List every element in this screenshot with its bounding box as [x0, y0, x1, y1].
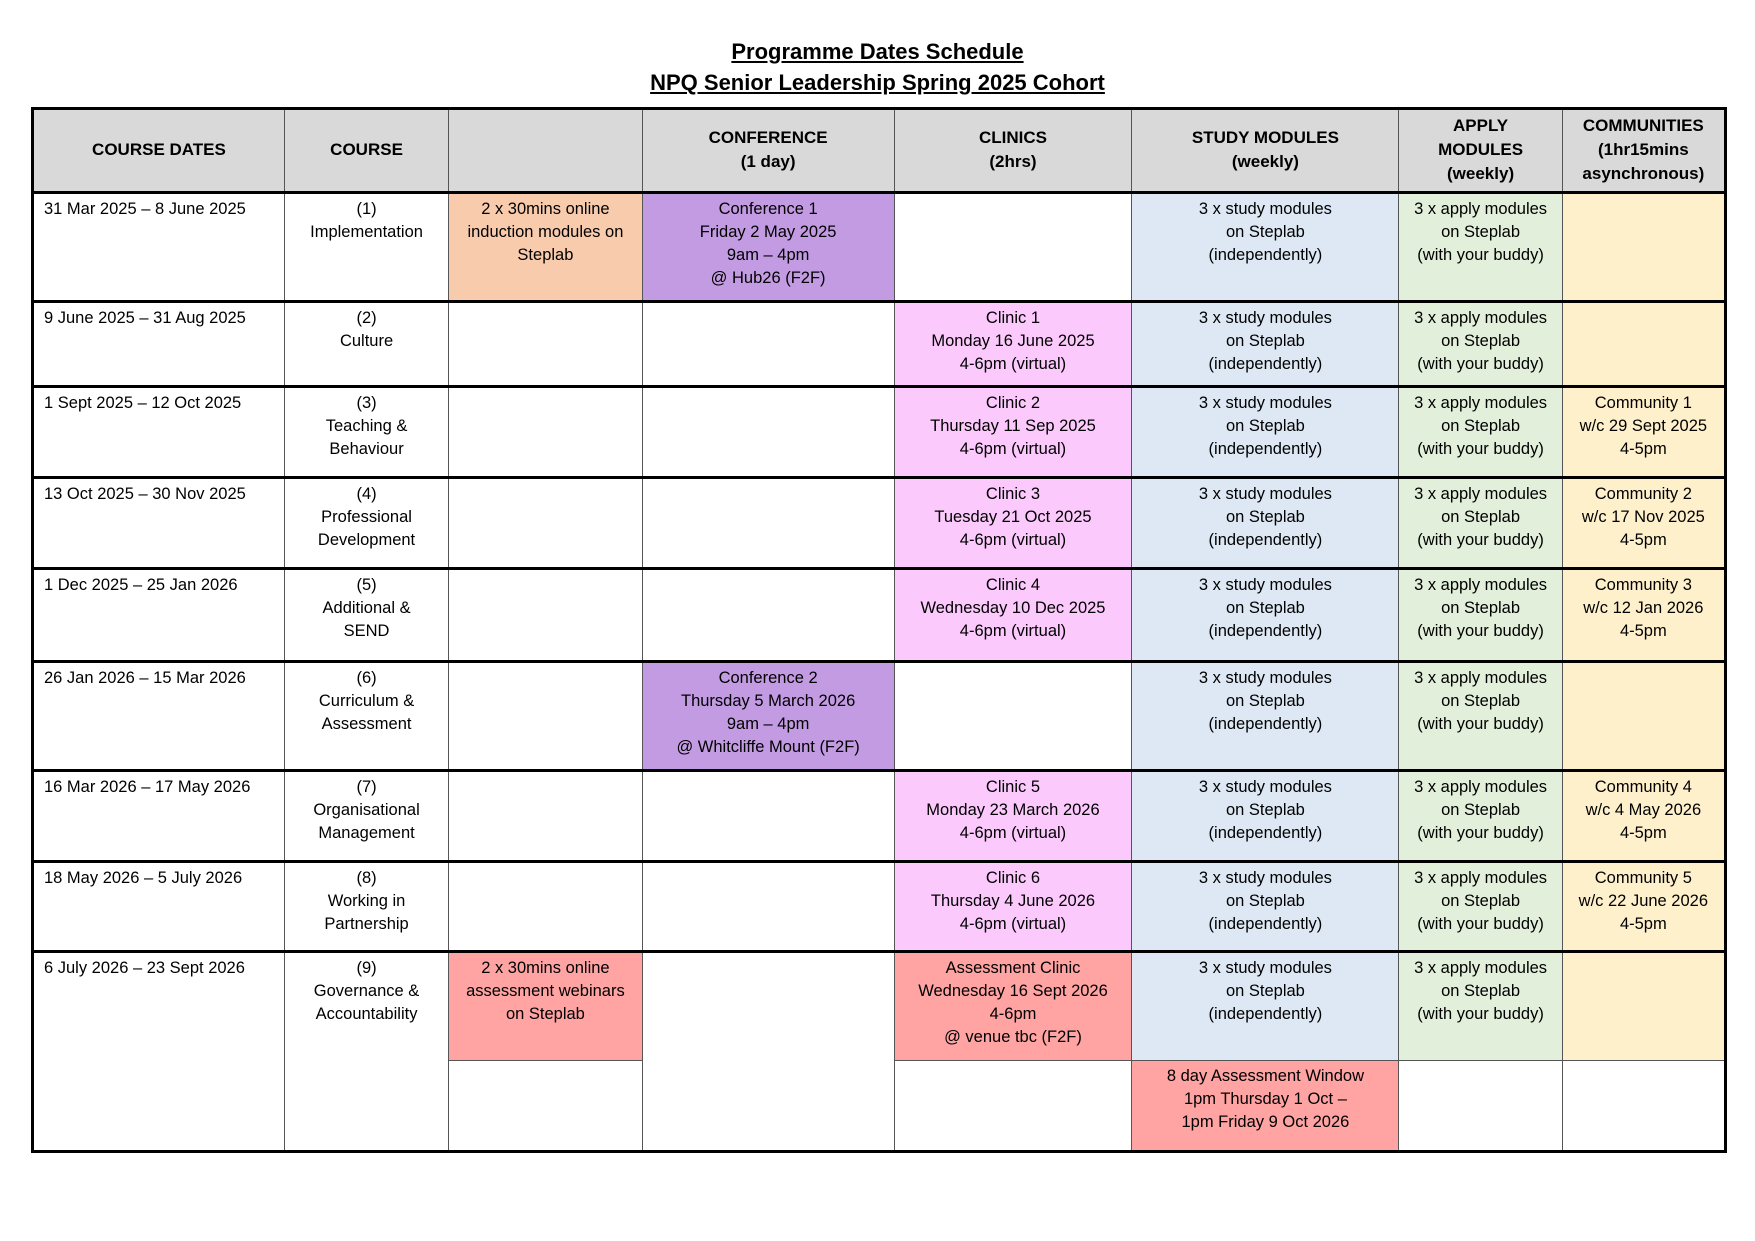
conference-cell — [642, 302, 894, 387]
cell-line: 3 x apply modules — [1414, 309, 1548, 328]
header-clinics-line: CLINICS — [978, 128, 1047, 148]
course-cell — [284, 386, 448, 477]
cell-line: Community 5 — [1594, 869, 1692, 888]
cell-line: Working in — [327, 892, 406, 911]
cell-line: 3 x apply modules — [1414, 778, 1548, 797]
header-apply-modules — [1399, 109, 1562, 193]
clinic-cell — [894, 569, 1132, 661]
schedule-row — [33, 661, 1726, 770]
cell-line: on Steplab — [1441, 801, 1521, 820]
cell-line: on Steplab — [1441, 691, 1521, 710]
study-modules-cell — [1132, 661, 1399, 770]
cell-line: Conference 1 — [718, 199, 818, 218]
cell-line: 1pm Friday 9 Oct 2026 — [1181, 1112, 1350, 1131]
study-modules-cell — [1132, 569, 1399, 661]
cell-line: Organisational — [313, 801, 420, 820]
cell-line: 3 x study modules — [1198, 309, 1332, 328]
cell-line: w/c 4 May 2026 — [1585, 801, 1702, 820]
cell-line: (1) — [356, 199, 377, 218]
schedule-table — [31, 107, 1727, 1153]
cell-line: Thursday 11 Sep 2025 — [930, 416, 1096, 435]
cell-line: Additional & — [322, 599, 411, 618]
study-modules-cell — [1132, 862, 1399, 952]
induction-cell — [449, 862, 642, 952]
cell-line: (with your buddy) — [1417, 824, 1544, 843]
cell-line: Implementation — [310, 222, 423, 241]
community-cell — [1562, 478, 1725, 569]
cell-line: 4-6pm (virtual) — [959, 824, 1067, 843]
induction-cell — [449, 192, 642, 301]
cell-line: Wednesday 16 Sept 2026 — [918, 982, 1108, 1001]
community-cell — [1562, 661, 1725, 770]
schedule-body — [33, 109, 1726, 1152]
header-communities-line: asynchronous) — [1582, 164, 1705, 184]
conference-cell — [642, 386, 894, 477]
clinic-cell — [894, 862, 1132, 952]
cell-line: on Steplab — [1441, 416, 1521, 435]
cell-line: (6) — [356, 668, 377, 687]
conference-cell — [642, 771, 894, 862]
cell-line: (with your buddy) — [1417, 355, 1544, 374]
cell-line: (2) — [356, 309, 377, 328]
cell-line: (3) — [356, 393, 377, 412]
cell-line: on Steplab — [1225, 691, 1305, 710]
cell-line: 3 x apply modules — [1414, 959, 1548, 978]
cell-line: 4-6pm (virtual) — [959, 439, 1067, 458]
cell-line: assessment webinars — [466, 982, 625, 1001]
induction-cell — [449, 661, 642, 770]
cell-line: on Steplab — [1225, 222, 1305, 241]
course-cell — [284, 569, 448, 661]
cell-line: (8) — [356, 869, 377, 888]
community-cell — [1562, 386, 1725, 477]
cell-line: 3 x study modules — [1198, 778, 1332, 797]
header-apply-line: APPLY — [1453, 116, 1509, 136]
cell-line: 4-5pm — [1619, 531, 1667, 550]
cell-line: on Steplab — [505, 1005, 585, 1024]
cell-line: w/c 29 Sept 2025 — [1579, 416, 1708, 435]
header-apply-line: (weekly) — [1447, 164, 1515, 184]
cell-line: induction modules on — [467, 222, 624, 241]
study-modules-cell — [1132, 478, 1399, 569]
cell-line: Assessment — [321, 714, 412, 733]
course-dates-cell: 16 Mar 2026 – 17 May 2026 — [33, 771, 285, 862]
cell-line: 4-6pm — [989, 1005, 1037, 1024]
course-cell — [284, 862, 448, 952]
cell-line: Clinic 4 — [985, 576, 1041, 595]
cell-line: Friday 2 May 2025 — [699, 222, 837, 241]
assessment-clinic-cell — [894, 952, 1132, 1060]
cell-line: (with your buddy) — [1417, 622, 1544, 641]
cell-line: 4-5pm — [1619, 915, 1667, 934]
cell-line: on Steplab — [1225, 892, 1305, 911]
cell-line: on Steplab — [1225, 508, 1305, 527]
cell-line: (independently) — [1208, 245, 1323, 264]
course-dates-cell: 9 June 2025 – 31 Aug 2025 — [33, 302, 285, 387]
community-cell — [1562, 302, 1725, 387]
course-dates-cell: 18 May 2026 – 5 July 2026 — [33, 862, 285, 952]
header-communities — [1562, 109, 1725, 193]
cell-line: (independently) — [1208, 531, 1323, 550]
cell-line: (independently) — [1208, 1005, 1323, 1024]
cell-line: (with your buddy) — [1417, 531, 1544, 550]
cell-line: on Steplab — [1225, 801, 1305, 820]
cell-line: Tuesday 21 Oct 2025 — [934, 508, 1092, 527]
cell-line: SEND — [343, 622, 390, 641]
assessment-webinars-cell — [449, 952, 642, 1060]
cell-line: 4-5pm — [1619, 824, 1667, 843]
cell-line: @ Whitcliffe Mount (F2F) — [676, 737, 860, 756]
cell-line: 3 x study modules — [1198, 393, 1332, 412]
header-study-line: (weekly) — [1231, 152, 1299, 172]
empty-cell — [1399, 1060, 1562, 1151]
cell-line: 4-6pm (virtual) — [959, 531, 1067, 550]
clinic-cell — [894, 661, 1132, 770]
header-communities-line: (1hr15mins — [1597, 140, 1689, 160]
cell-line: (independently) — [1208, 824, 1323, 843]
cell-line: w/c 17 Nov 2025 — [1581, 508, 1705, 527]
header-extra — [449, 109, 642, 193]
induction-cell — [449, 771, 642, 862]
empty-cell — [894, 1060, 1132, 1151]
community-cell — [1562, 862, 1725, 952]
cell-line: Community 3 — [1594, 576, 1692, 595]
cell-line: 4-5pm — [1619, 622, 1667, 641]
course-dates-cell: 6 July 2026 – 23 Sept 2026 — [33, 952, 285, 1152]
cell-line: on Steplab — [1225, 332, 1305, 351]
schedule-row — [33, 192, 1726, 301]
cell-line: 3 x study modules — [1198, 869, 1332, 888]
schedule-row — [33, 478, 1726, 569]
cell-line: (independently) — [1208, 622, 1323, 641]
cell-line: Monday 23 March 2026 — [926, 801, 1100, 820]
cell-line: Community 2 — [1594, 485, 1692, 504]
empty-cell — [1562, 1060, 1725, 1151]
cell-line: Thursday 4 June 2026 — [930, 892, 1096, 911]
cell-line: Wednesday 10 Dec 2025 — [920, 599, 1106, 618]
conference-cell — [642, 569, 894, 661]
course-dates-cell: 1 Dec 2025 – 25 Jan 2026 — [33, 569, 285, 661]
conference-cell — [642, 478, 894, 569]
header-conference — [642, 109, 894, 193]
cell-line: @ venue tbc (F2F) — [944, 1028, 1082, 1047]
cell-line: 4-6pm (virtual) — [959, 915, 1067, 934]
cell-line: Clinic 3 — [985, 485, 1041, 504]
cell-line: Partnership — [324, 915, 409, 934]
apply-modules-cell — [1399, 952, 1562, 1060]
apply-modules-cell — [1399, 192, 1562, 301]
cell-line: (independently) — [1208, 915, 1323, 934]
study-modules-cell — [1132, 952, 1399, 1060]
cell-line: Community 1 — [1594, 393, 1692, 412]
cell-line: 9am – 4pm — [726, 714, 810, 733]
cell-line: on Steplab — [1441, 599, 1521, 618]
apply-modules-cell — [1399, 771, 1562, 862]
cell-line: 1pm Thursday 1 Oct – — [1183, 1089, 1347, 1108]
schedule-row — [33, 771, 1726, 862]
cell-line: Management — [318, 824, 415, 843]
cell-line: Governance & — [313, 982, 420, 1001]
cell-line: Teaching & — [325, 416, 408, 435]
cell-line: 3 x apply modules — [1414, 485, 1548, 504]
schedule-row — [33, 952, 1726, 1060]
cell-line: (with your buddy) — [1417, 915, 1544, 934]
apply-modules-cell — [1399, 386, 1562, 477]
apply-modules-cell — [1399, 302, 1562, 387]
cell-line: (with your buddy) — [1417, 245, 1544, 264]
cell-line: Assessment Clinic — [945, 959, 1081, 978]
header-conference-line: CONFERENCE — [708, 128, 828, 148]
cell-line: Curriculum & — [318, 691, 415, 710]
cell-line: (4) — [356, 485, 377, 504]
header-study-modules — [1132, 109, 1399, 193]
course-cell — [284, 952, 448, 1152]
course-cell — [284, 302, 448, 387]
cell-line: 4-5pm — [1619, 439, 1667, 458]
cell-line: 3 x apply modules — [1414, 576, 1548, 595]
header-study-line: STUDY MODULES — [1191, 128, 1339, 148]
cell-line: 3 x study modules — [1198, 485, 1332, 504]
cell-line: Clinic 5 — [985, 778, 1041, 797]
cell-line: Behaviour — [329, 439, 404, 458]
conference-cell — [642, 862, 894, 952]
cell-line: 8 day Assessment Window — [1166, 1066, 1364, 1085]
cell-line: (9) — [356, 959, 377, 978]
conference-cell — [642, 952, 894, 1152]
clinic-cell — [894, 302, 1132, 387]
empty-cell — [449, 1060, 642, 1151]
header-communities-line: COMMUNITIES — [1582, 116, 1704, 136]
cell-line: on Steplab — [1225, 599, 1305, 618]
title-line-2: NPQ Senior Leadership Spring 2025 Cohort — [650, 70, 1105, 95]
cell-line: Professional — [321, 508, 412, 527]
header-conference-line: (1 day) — [740, 152, 796, 172]
cell-line: Community 4 — [1594, 778, 1692, 797]
induction-cell — [449, 478, 642, 569]
clinic-cell — [894, 386, 1132, 477]
course-cell — [284, 661, 448, 770]
cell-line: Monday 16 June 2025 — [931, 332, 1095, 351]
apply-modules-cell — [1399, 862, 1562, 952]
cell-line: 3 x apply modules — [1414, 199, 1548, 218]
document-title — [0, 36, 1755, 98]
cell-line: (7) — [356, 778, 377, 797]
cell-line: (independently) — [1208, 439, 1323, 458]
cell-line: (independently) — [1208, 714, 1323, 733]
community-cell — [1562, 569, 1725, 661]
cell-line: on Steplab — [1225, 982, 1305, 1001]
clinic-cell — [894, 192, 1132, 301]
cell-line: @ Hub26 (F2F) — [710, 268, 826, 287]
cell-line: (with your buddy) — [1417, 439, 1544, 458]
cell-line: 3 x apply modules — [1414, 869, 1548, 888]
cell-line: on Steplab — [1441, 222, 1521, 241]
course-cell — [284, 771, 448, 862]
study-modules-cell — [1132, 302, 1399, 387]
cell-line: 3 x apply modules — [1414, 668, 1548, 687]
cell-line: Thursday 5 March 2026 — [680, 691, 856, 710]
schedule-row — [33, 386, 1726, 477]
cell-line: 3 x apply modules — [1414, 393, 1548, 412]
cell-line: Accountability — [315, 1005, 418, 1024]
conference-cell — [642, 192, 894, 301]
cell-line: Clinic 2 — [985, 393, 1041, 412]
title-line-1: Programme Dates Schedule — [731, 39, 1024, 64]
header-row — [33, 109, 1726, 193]
conference-cell — [642, 661, 894, 770]
assessment-window-cell — [1132, 1060, 1399, 1151]
cell-line: 4-6pm (virtual) — [959, 355, 1067, 374]
apply-modules-cell — [1399, 569, 1562, 661]
cell-line: (independently) — [1208, 355, 1323, 374]
community-cell — [1562, 952, 1725, 1060]
clinic-cell — [894, 478, 1132, 569]
cell-line: on Steplab — [1225, 416, 1305, 435]
induction-cell — [449, 569, 642, 661]
cell-line: 3 x study modules — [1198, 199, 1332, 218]
study-modules-cell — [1132, 386, 1399, 477]
cell-line: Development — [317, 531, 416, 550]
study-modules-cell — [1132, 192, 1399, 301]
cell-line: Clinic 1 — [985, 309, 1041, 328]
cell-line: on Steplab — [1441, 892, 1521, 911]
community-cell — [1562, 192, 1725, 301]
apply-modules-cell — [1399, 661, 1562, 770]
course-cell — [284, 192, 448, 301]
header-apply-line: MODULES — [1438, 140, 1524, 160]
cell-line: 3 x study modules — [1198, 576, 1332, 595]
cell-line: on Steplab — [1441, 982, 1521, 1001]
cell-line: on Steplab — [1441, 508, 1521, 527]
cell-line: Clinic 6 — [985, 869, 1041, 888]
header-clinics-line: (2hrs) — [989, 152, 1037, 172]
cell-line: 9am – 4pm — [726, 245, 810, 264]
cell-line: 4-6pm (virtual) — [959, 622, 1067, 641]
community-cell — [1562, 771, 1725, 862]
course-cell — [284, 478, 448, 569]
course-dates-cell: 26 Jan 2026 – 15 Mar 2026 — [33, 661, 285, 770]
cell-line: on Steplab — [1441, 332, 1521, 351]
schedule-row — [33, 302, 1726, 387]
cell-line: w/c 12 Jan 2026 — [1583, 599, 1704, 618]
apply-modules-cell — [1399, 478, 1562, 569]
cell-line: w/c 22 June 2026 — [1578, 892, 1709, 911]
cell-line: 3 x study modules — [1198, 959, 1332, 978]
cell-line: Culture — [339, 332, 394, 351]
course-dates-cell: 31 Mar 2025 – 8 June 2025 — [33, 192, 285, 301]
induction-cell — [449, 302, 642, 387]
cell-line: (with your buddy) — [1417, 1005, 1544, 1024]
course-dates-cell: 13 Oct 2025 – 30 Nov 2025 — [33, 478, 285, 569]
cell-line: 2 x 30mins online — [481, 959, 610, 978]
cell-line: Conference 2 — [718, 668, 818, 687]
schedule-row — [33, 569, 1726, 661]
induction-cell — [449, 386, 642, 477]
cell-line: Steplab — [517, 245, 574, 264]
cell-line: 2 x 30mins online — [481, 199, 610, 218]
header-course-dates: COURSE DATES — [33, 109, 285, 193]
study-modules-cell — [1132, 771, 1399, 862]
course-dates-cell: 1 Sept 2025 – 12 Oct 2025 — [33, 386, 285, 477]
header-course: COURSE — [284, 109, 448, 193]
cell-line: (with your buddy) — [1417, 714, 1544, 733]
cell-line: 3 x study modules — [1198, 668, 1332, 687]
header-clinics — [894, 109, 1132, 193]
cell-line: (5) — [356, 576, 377, 595]
clinic-cell — [894, 771, 1132, 862]
schedule-row — [33, 862, 1726, 952]
